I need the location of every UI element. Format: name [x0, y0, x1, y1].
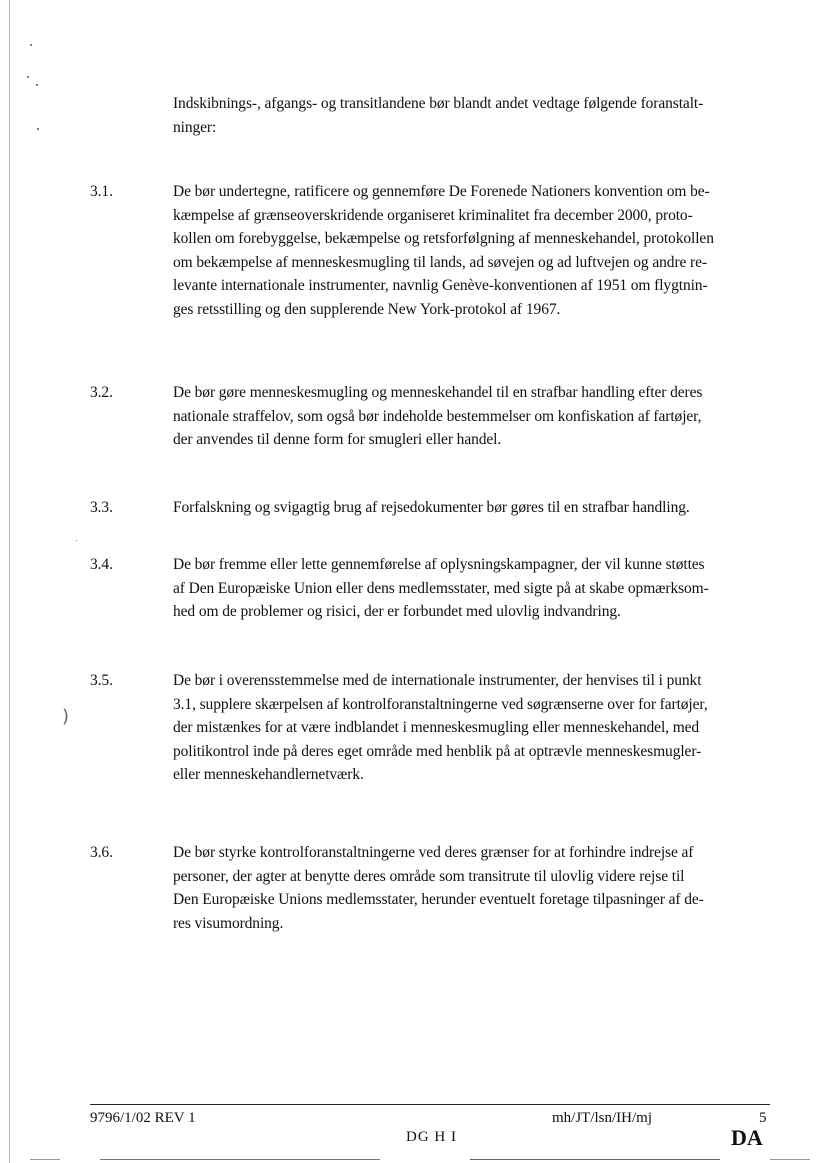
- item-line: De bør i overensstemmelse med de internationale instrumenter, der henvises til i punkt: [173, 672, 702, 689]
- scan-speck: [37, 128, 39, 130]
- item-line: kæmpelse af grænseoverskridende organiseret kriminalitet fra december 2000, proto-: [173, 206, 693, 224]
- item-line: De bør fremme eller lette gennemførelse af oplysningskampagner, der vil kunne støttes: [173, 556, 705, 573]
- scan-edge-line: [9, 0, 10, 1163]
- scan-bottom-line: [770, 1159, 810, 1160]
- item-number: 3.2.: [90, 384, 113, 401]
- item-text: [173, 180, 770, 321]
- item-line: personer, der agter at benytte deres område som transitrute til ulovlig videre rejse til: [173, 867, 685, 885]
- item-line: 3.1, supplere skærpelsen af kontrolforanstaltningerne ved søgrænserne over for fartøjer,: [173, 695, 708, 713]
- scan-speck: [76, 540, 77, 541]
- item-line: De bør undertegne, ratificere og gennemføre De Forenede Nationers konvention om be-: [173, 183, 710, 200]
- item-text: [173, 841, 770, 935]
- scan-speck: [27, 76, 29, 78]
- footer-initials: mh/JT/lsn/IH/mj: [552, 1110, 653, 1126]
- item-line: kollen om forebyggelse, bekæmpelse og retsforfølgning af menneskehandel, protokollen: [173, 230, 714, 247]
- scan-bottom-line: [30, 1159, 60, 1160]
- item-line: Den Europæiske Unions medlemsstater, herunder eventuelt foretage tilpasninger af de-: [173, 891, 704, 908]
- scan-bottom-line: [470, 1159, 720, 1160]
- scan-speck: [30, 44, 32, 46]
- item-line: politikontrol inde på deres eget område med henblik på at optrævle menneskesmugler-: [173, 742, 702, 760]
- intro-paragraph: [173, 92, 769, 139]
- item-text: [173, 669, 770, 787]
- item-line: om bekæmpelse af menneskesmugling til lands, ad søvejen og ad luftvejen og andre re-: [173, 253, 707, 271]
- item-line: der anvendes til denne form for smugleri eller handel.: [173, 431, 502, 448]
- scan-bracket-mark: ): [62, 706, 70, 727]
- item-line: af Den Europæiske Union eller dens medlemsstater, med sigte på at skabe opmærksom-: [173, 579, 709, 597]
- item-line: hed om de problemer og risici, der er forbundet med ulovlig indvandring.: [173, 603, 621, 620]
- item-number: 3.6.: [90, 844, 113, 861]
- scan-speck: [36, 84, 38, 86]
- item-line: eller menneskehandlernetværk.: [173, 766, 364, 783]
- item-line: nationale straffelov, som også bør indeholde bestemmelser om konfiskation af fartøjer,: [173, 407, 702, 425]
- item-line: ges retsstilling og den supplerende New York-protokol af 1967.: [173, 300, 561, 318]
- item-line: Forfalskning og svigagtig brug af rejsedokumenter bør gøres til en strafbar handling.: [173, 499, 690, 516]
- footer-document-reference: 9796/1/02 REV 1: [90, 1110, 196, 1126]
- item-number: 3.3.: [90, 499, 113, 516]
- item-text: [173, 496, 770, 520]
- footer-language-code: DA: [731, 1125, 763, 1150]
- footer-rule: [90, 1104, 770, 1105]
- item-number: 3.1.: [90, 183, 113, 200]
- item-number: 3.4.: [90, 556, 113, 573]
- item-text: [173, 381, 770, 452]
- footer-department: DG H I: [406, 1129, 457, 1145]
- item-line: der mistænkes for at være indblandet i menneskesmugling eller menneskehandel, med: [173, 719, 700, 736]
- footer-page-number: 5: [759, 1110, 767, 1126]
- item-line: De bør gøre menneskesmugling og menneskehandel til en strafbar handling efter deres: [173, 384, 703, 401]
- item-line: levante internationale instrumenter, navnlig Genève-konventionen af 1951 om flygtnin-: [173, 277, 708, 294]
- intro-line: Indskibnings-, afgangs- og transitlandene bør blandt andet vedtage følgende foranstalt-: [173, 95, 704, 112]
- item-text: [173, 553, 770, 624]
- item-line: res visumordning.: [173, 914, 284, 932]
- scan-bottom-line: [100, 1159, 380, 1160]
- item-number: 3.5.: [90, 672, 113, 689]
- intro-line: ninger:: [173, 118, 217, 136]
- item-line: De bør styrke kontrolforanstaltningerne ved deres grænser for at forhindre indrejse af: [173, 844, 694, 861]
